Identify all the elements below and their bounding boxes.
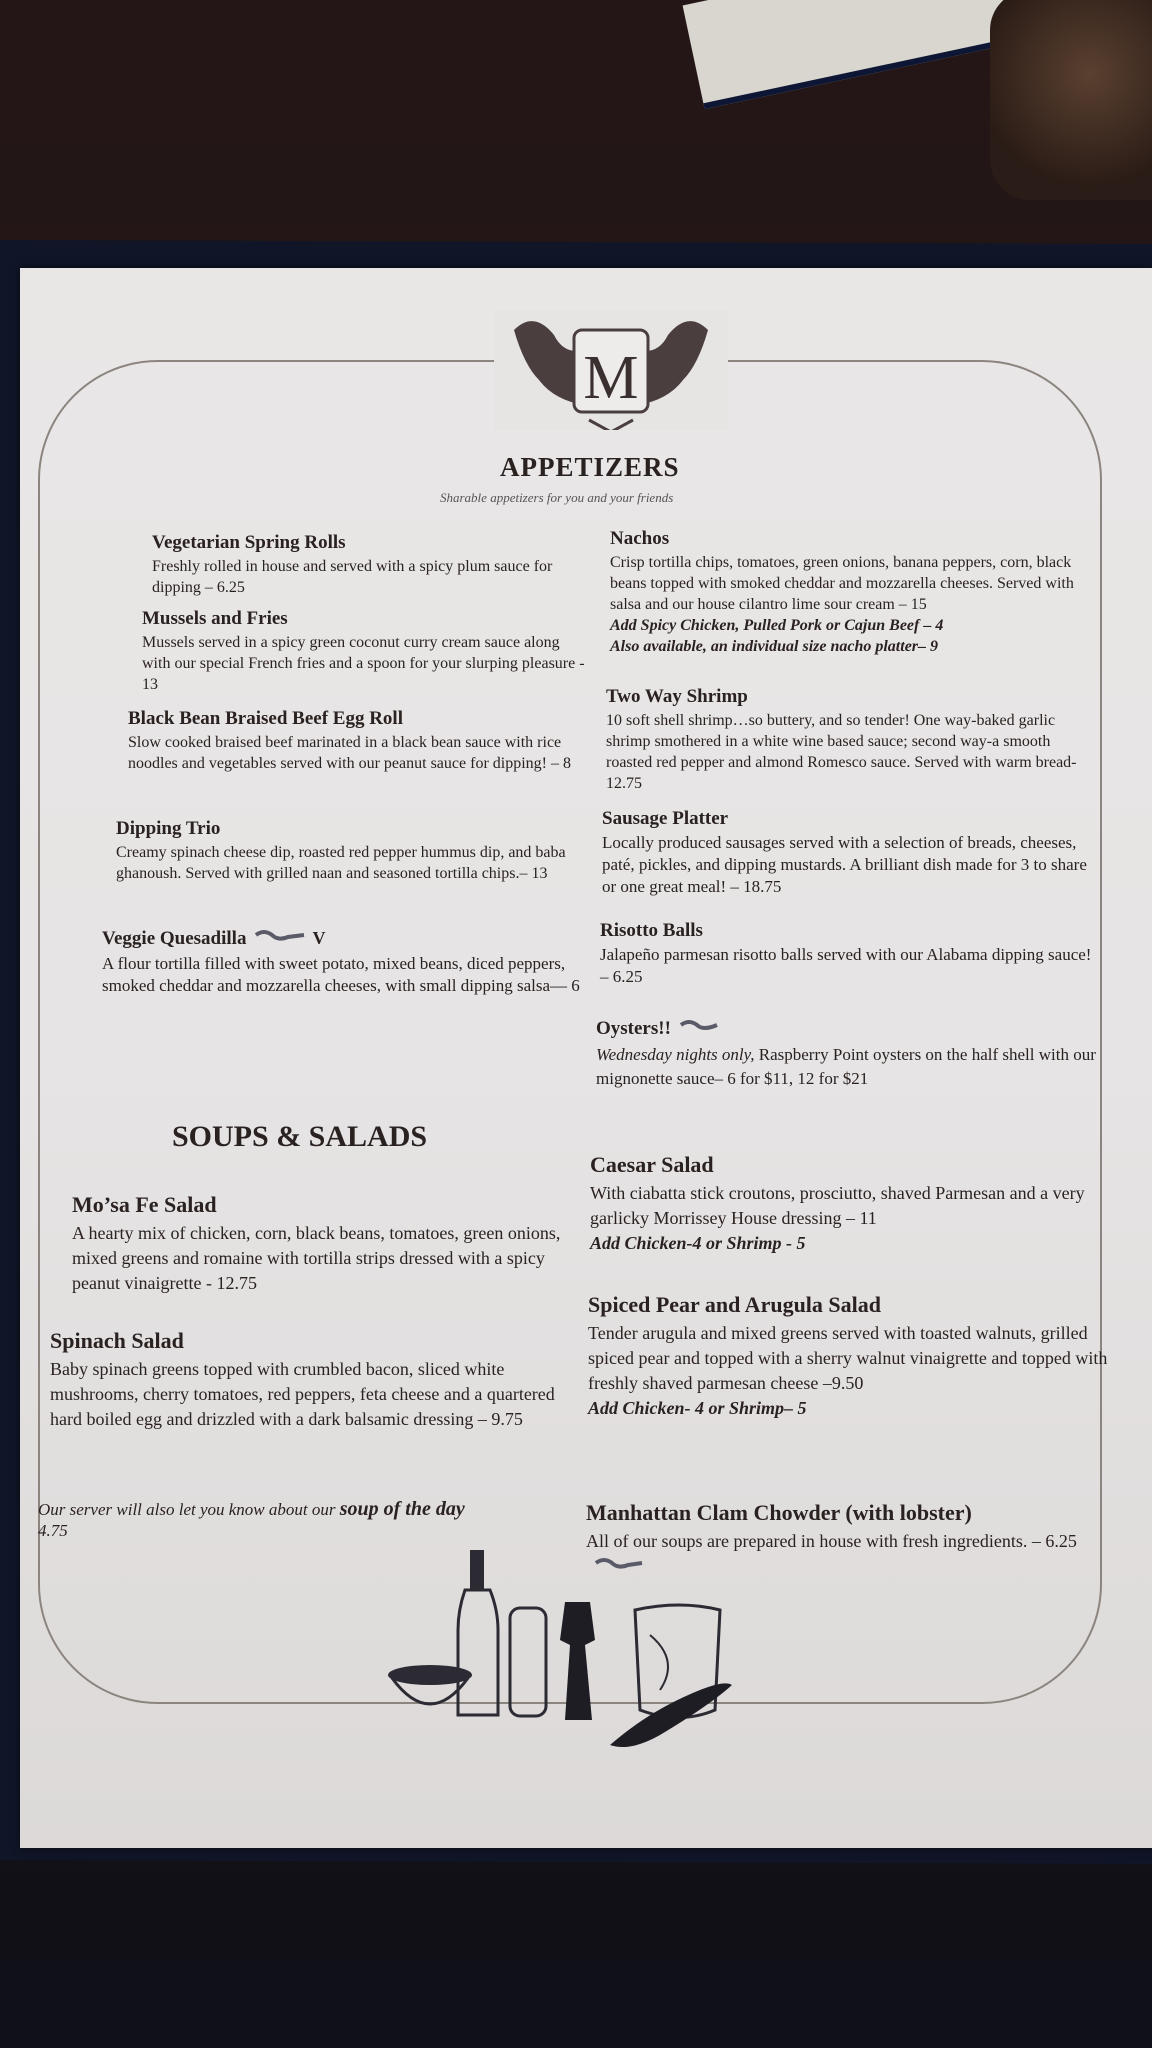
item-description-text: All of our soups are prepared in house with fresh ingredients. – 6.25: [586, 1531, 1077, 1551]
item-name-text: Oysters!!: [596, 1018, 671, 1039]
crest-icon: [494, 310, 728, 430]
item-name: Vegetarian Spring Rolls: [152, 532, 346, 553]
soup-price: 4.75: [38, 1521, 68, 1540]
menu-item: [142, 608, 592, 695]
item-description: Locally produced sausages served with a selection of breads, cheeses, paté, pickles, and dipping mustards. A brilliant dish made for 3 to share or one great meal! – 18.75: [602, 833, 1087, 896]
item-name: Mo’sa Fe Salad: [72, 1192, 217, 1217]
item-description: 10 soft shell shrimp…so buttery, and so tender! One way-baked garlic shrimp smothered in a white wine based sauce; second way-a smooth roasted red pepper and almond Romesco sauce. Served with warm bread- 12.75: [606, 712, 1077, 792]
menu-item: [600, 920, 1100, 988]
item-name: [102, 928, 592, 951]
appetizers-subtitle: Sharable appetizers for you and your friends: [440, 490, 674, 505]
menu-item: [72, 1192, 582, 1296]
menu-item: [588, 1292, 1118, 1421]
item-name: Dipping Trio: [116, 818, 221, 839]
soup-of-day-label: soup of the day: [339, 1498, 465, 1520]
item-description: A flour tortilla filled with sweet potato, mixed beans, diced peppers, smoked cheddar and mozzarella cheeses, with small dipping salsa— 6: [102, 953, 580, 995]
menu-item: [606, 686, 1096, 794]
menu-item: [590, 1152, 1120, 1256]
item-description: A hearty mix of chicken, corn, black beans, tomatoes, green onions, mixed greens and romaine with tortilla strips dressed with a spicy peanut vinaigrette - 12.75: [72, 1223, 561, 1293]
item-addon: Add Spicy Chicken, Pulled Pork or Cajun Beef – 4: [610, 617, 944, 634]
vegetarian-mark: V: [312, 928, 326, 948]
background-glass: [990, 0, 1152, 200]
server-note-text: Our server will also let you know about our: [38, 1500, 336, 1519]
tableware-illustration: [380, 1540, 860, 1760]
item-description: Mussels served in a spicy green coconut curry cream sauce along with our special French fries and a spoon for your slurping pleasure - 13: [142, 634, 585, 693]
item-description: [596, 1043, 1106, 1091]
menu-item: [116, 818, 586, 884]
item-name: Spiced Pear and Arugula Salad: [588, 1292, 881, 1317]
item-description: Baby spinach greens topped with crumbled bacon, sliced white mushrooms, cherry tomatoes, red peppers, feta cheese and a quartered hard boiled egg and drizzled with a dark balsamic dressing – 9.75: [50, 1359, 555, 1429]
restaurant-logo: [494, 310, 728, 430]
menu-item: [152, 532, 592, 598]
menu-item: [102, 928, 592, 997]
item-description-text: Raspberry Point oysters on the half shell with our mignonette sauce– 6 for $11, 12 for $21: [596, 1044, 1096, 1088]
appetizers-title: APPETIZERS: [500, 452, 680, 482]
menu-item: [128, 708, 588, 774]
svg-text:M: M: [583, 344, 639, 412]
item-name: Mussels and Fries: [142, 608, 288, 629]
item-name: Black Bean Braised Beef Egg Roll: [128, 708, 403, 729]
item-addon: Add Chicken- 4 or Shrimp– 5: [588, 1398, 807, 1418]
item-description: Creamy spinach cheese dip, roasted red pepper hummus dip, and baba ghanoush. Served with grilled naan and seasoned tortilla chips.– 13: [116, 844, 566, 882]
item-name: [596, 1018, 1106, 1041]
menu-item: [602, 808, 1102, 898]
chili-pepper-icon: [254, 929, 306, 951]
item-name: Spinach Salad: [50, 1328, 184, 1353]
item-description: With ciabatta stick croutons, prosciutto, shaved Parmesan and a very garlicky Morrissey House dressing – 11: [590, 1183, 1085, 1228]
item-addon: Also available, an individual size nacho platter– 9: [610, 638, 939, 655]
item-description: Jalapeño parmesan risotto balls served with our Alabama dipping sauce! – 6.25: [600, 945, 1092, 986]
menu-item: [610, 528, 1090, 657]
soup-of-the-day-note: [38, 1498, 578, 1541]
soups-salads-title: SOUPS & SALADS: [172, 1120, 428, 1153]
item-name: Manhattan Clam Chowder (with lobster): [586, 1500, 972, 1525]
item-description: Freshly rolled in house and served with a spicy plum sauce for dipping – 6.25: [152, 558, 553, 596]
menu-item: [596, 1018, 1106, 1091]
item-name: Risotto Balls: [600, 920, 703, 941]
chili-pepper-icon: [679, 1019, 719, 1041]
item-description-italic: Wednesday nights only,: [596, 1044, 755, 1064]
menu-item: [50, 1328, 580, 1432]
item-description: Tender arugula and mixed greens served with toasted walnuts, grilled spiced pear and topped with a sherry walnut vinaigrette and topped with freshly shaved parmesan cheese –9.50: [588, 1323, 1108, 1393]
item-description: Crisp tortilla chips, tomatoes, green onions, banana peppers, corn, black beans topped with smoked cheddar and mozzarella cheeses. Served with salsa and our house cilantro lime sour cream – 15: [610, 554, 1074, 613]
item-name: Nachos: [610, 528, 670, 549]
item-name: Two Way Shrimp: [606, 686, 748, 707]
item-name-text: Veggie Quesadilla: [102, 928, 247, 949]
item-description: Slow cooked braised beef marinated in a black bean sauce with rice noodles and vegetables served with our peanut sauce for dipping! – 8: [128, 734, 571, 772]
item-name: Sausage Platter: [602, 808, 729, 829]
item-addon: Add Chicken-4 or Shrimp - 5: [590, 1233, 806, 1253]
item-name: Caesar Salad: [590, 1152, 714, 1177]
